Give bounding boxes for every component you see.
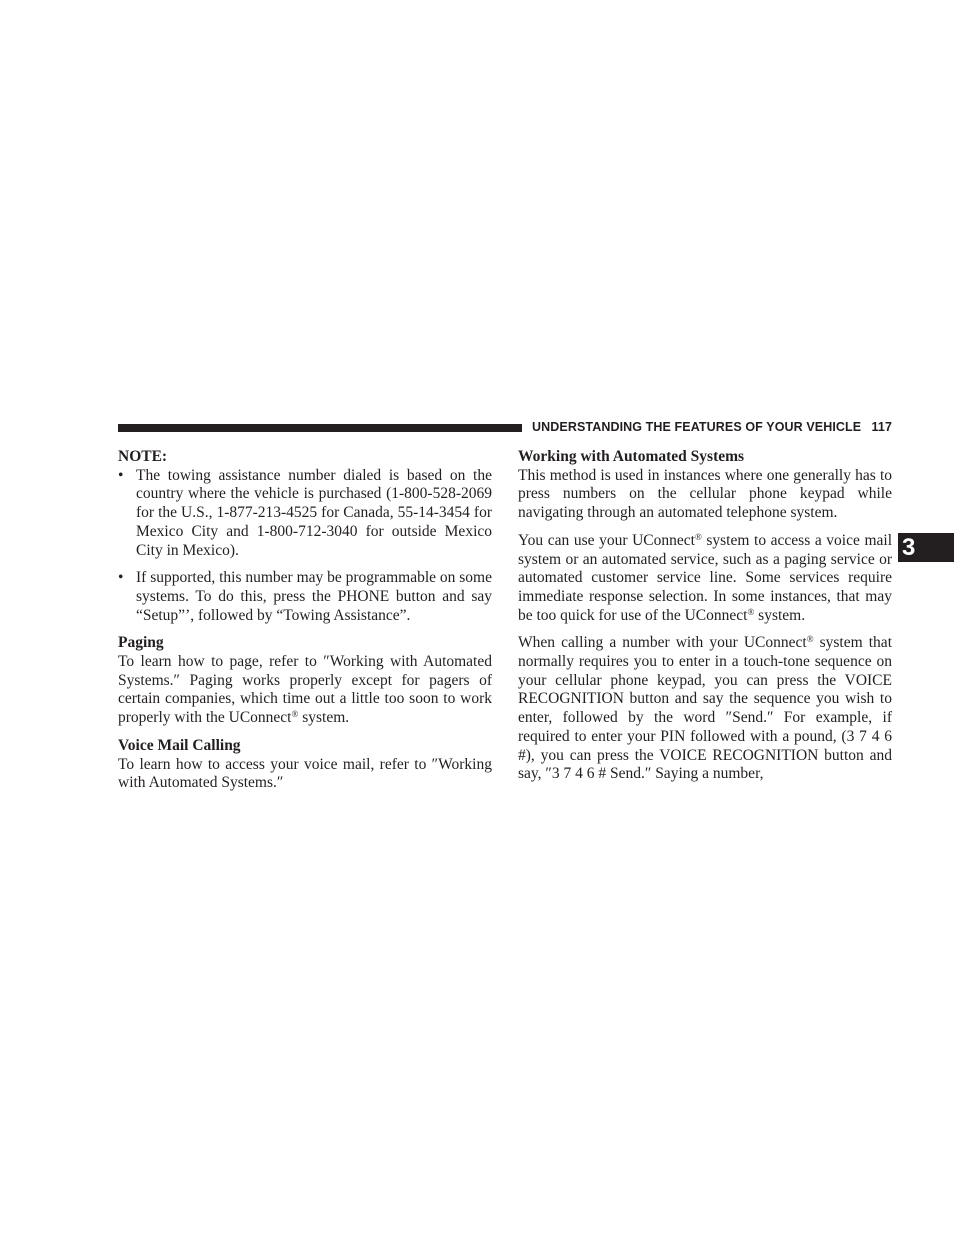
voicemail-heading: Voice Mail Calling (118, 736, 241, 754)
registered-mark: ® (806, 634, 814, 645)
list-item (118, 569, 492, 625)
paging-paragraph: To learn how to page, refer to ″Working with Automated Systems.″ Paging works properly except for pagers of certain companies, which time out a little too soon to work properly with the UConnect® system. (118, 653, 492, 727)
section-title: UNDERSTANDING THE FEATURES OF YOUR VEHICLE (532, 420, 862, 434)
note-label: NOTE: (118, 448, 168, 465)
left-column (118, 448, 492, 793)
right-column (518, 448, 892, 784)
list-item-text: The towing assistance number dialed is based on the country where the vehicle is purchased (1-800-528-2069 for the U.S., 1-877-213-4525 for Canada, 55-14-3454 for Mexico City and 1-800-712-3040 for outside Mexico City in Mexico). (136, 466, 492, 559)
registered-mark: ® (694, 531, 702, 542)
automated-systems-heading: Working with Automated Systems (518, 448, 745, 465)
chapter-tab: 3 (898, 533, 954, 562)
automated-paragraph-2: You can use your UConnect® system to access a voice mail system or an automated service, such as a paging service or automated customer service line. Some services require immediate response selection. In some instances, that may be too quick for use of the UConnect® system. (518, 531, 892, 624)
note-list (118, 467, 492, 626)
page-number: 117 (871, 420, 892, 434)
bullet-icon: • (118, 466, 124, 484)
list-item-text: If supported, this number may be programmable on some systems. To do this, press the PHONE button and say “Setup”’, followed by “Towing Assistance”. (136, 569, 492, 624)
registered-mark: ® (291, 709, 299, 720)
voicemail-paragraph: To learn how to access your voice mail, refer to ″Working with Automated Systems.″ (118, 755, 492, 792)
header-rule (118, 424, 522, 432)
running-head (532, 420, 892, 434)
automated-paragraph-3: When calling a number with your UConnect® system that normally requires you to enter in a touch-tone sequence on your cellular phone keypad, you can press the VOICE RECOGNITION button and say the sequence you wish to enter, followed by the word ″Send.″ For example, if required to enter your PIN followed with a pound, (3 7 4 6 #), you can press the VOICE RECOGNITION button and say, ″3 7 4 6 # Send.″ Saying a number, (518, 634, 892, 783)
bullet-icon: • (118, 569, 124, 587)
registered-mark: ® (747, 606, 755, 617)
list-item (118, 467, 492, 561)
automated-paragraph-1: This method is used in instances where one generally has to press numbers on the cellular phone keypad while navigating through an automated telephone system. (518, 466, 892, 522)
paging-heading: Paging (118, 634, 164, 652)
